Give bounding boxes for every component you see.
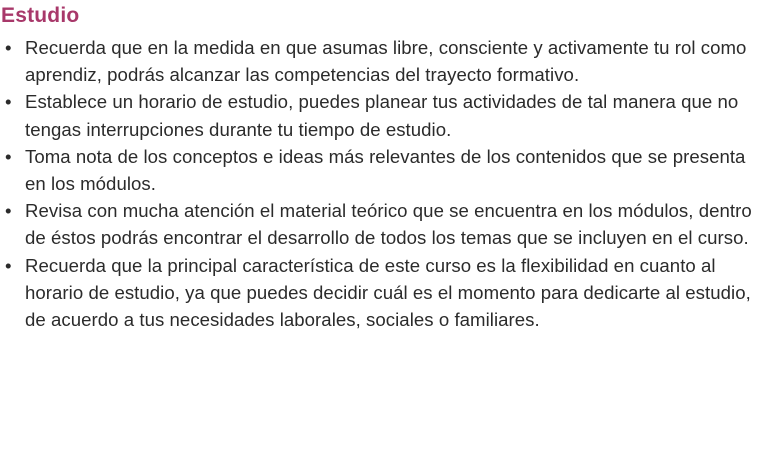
list-item xyxy=(0,252,770,334)
study-tips-list xyxy=(0,34,770,333)
bullet-icon: • xyxy=(5,37,12,58)
list-item xyxy=(0,88,770,142)
list-item-text: Recuerda que en la medida en que asumas libre, consciente y activamente tu rol como aprendiz, podrás alcanzar las competencias del trayecto formativo. xyxy=(25,37,747,86)
bullet-icon: • xyxy=(5,145,12,167)
list-item xyxy=(0,34,770,88)
list-item-text: Establece un horario de estudio, puedes planear tus actividades de tal manera que no tengas interrupciones durante tu tiempo de estudio. xyxy=(25,91,739,140)
list-item-text: Revisa con mucha atención el material teórico que se encuentra en los módulos, dentro de éstos podrás encontrar el desarrollo de todos los temas que se incluyen en el curso. xyxy=(25,200,752,249)
bullet-icon: • xyxy=(5,200,12,222)
section-heading: Estudio xyxy=(1,4,80,27)
bullet-icon: • xyxy=(5,91,12,113)
list-item-text: Recuerda que la principal característica de este curso es la flexibilidad en cuanto al horario de estudio, ya que puedes decidir cuál es el momento para dedicarte al estudio, de acuerdo a tus necesidades laborales, sociales o familiares. xyxy=(25,254,751,331)
list-item xyxy=(0,143,770,197)
bullet-icon: • xyxy=(5,254,12,276)
list-item xyxy=(0,197,770,251)
list-item-text: Toma nota de los conceptos e ideas más relevantes de los contenidos que se presenta en los módulos. xyxy=(25,145,746,195)
